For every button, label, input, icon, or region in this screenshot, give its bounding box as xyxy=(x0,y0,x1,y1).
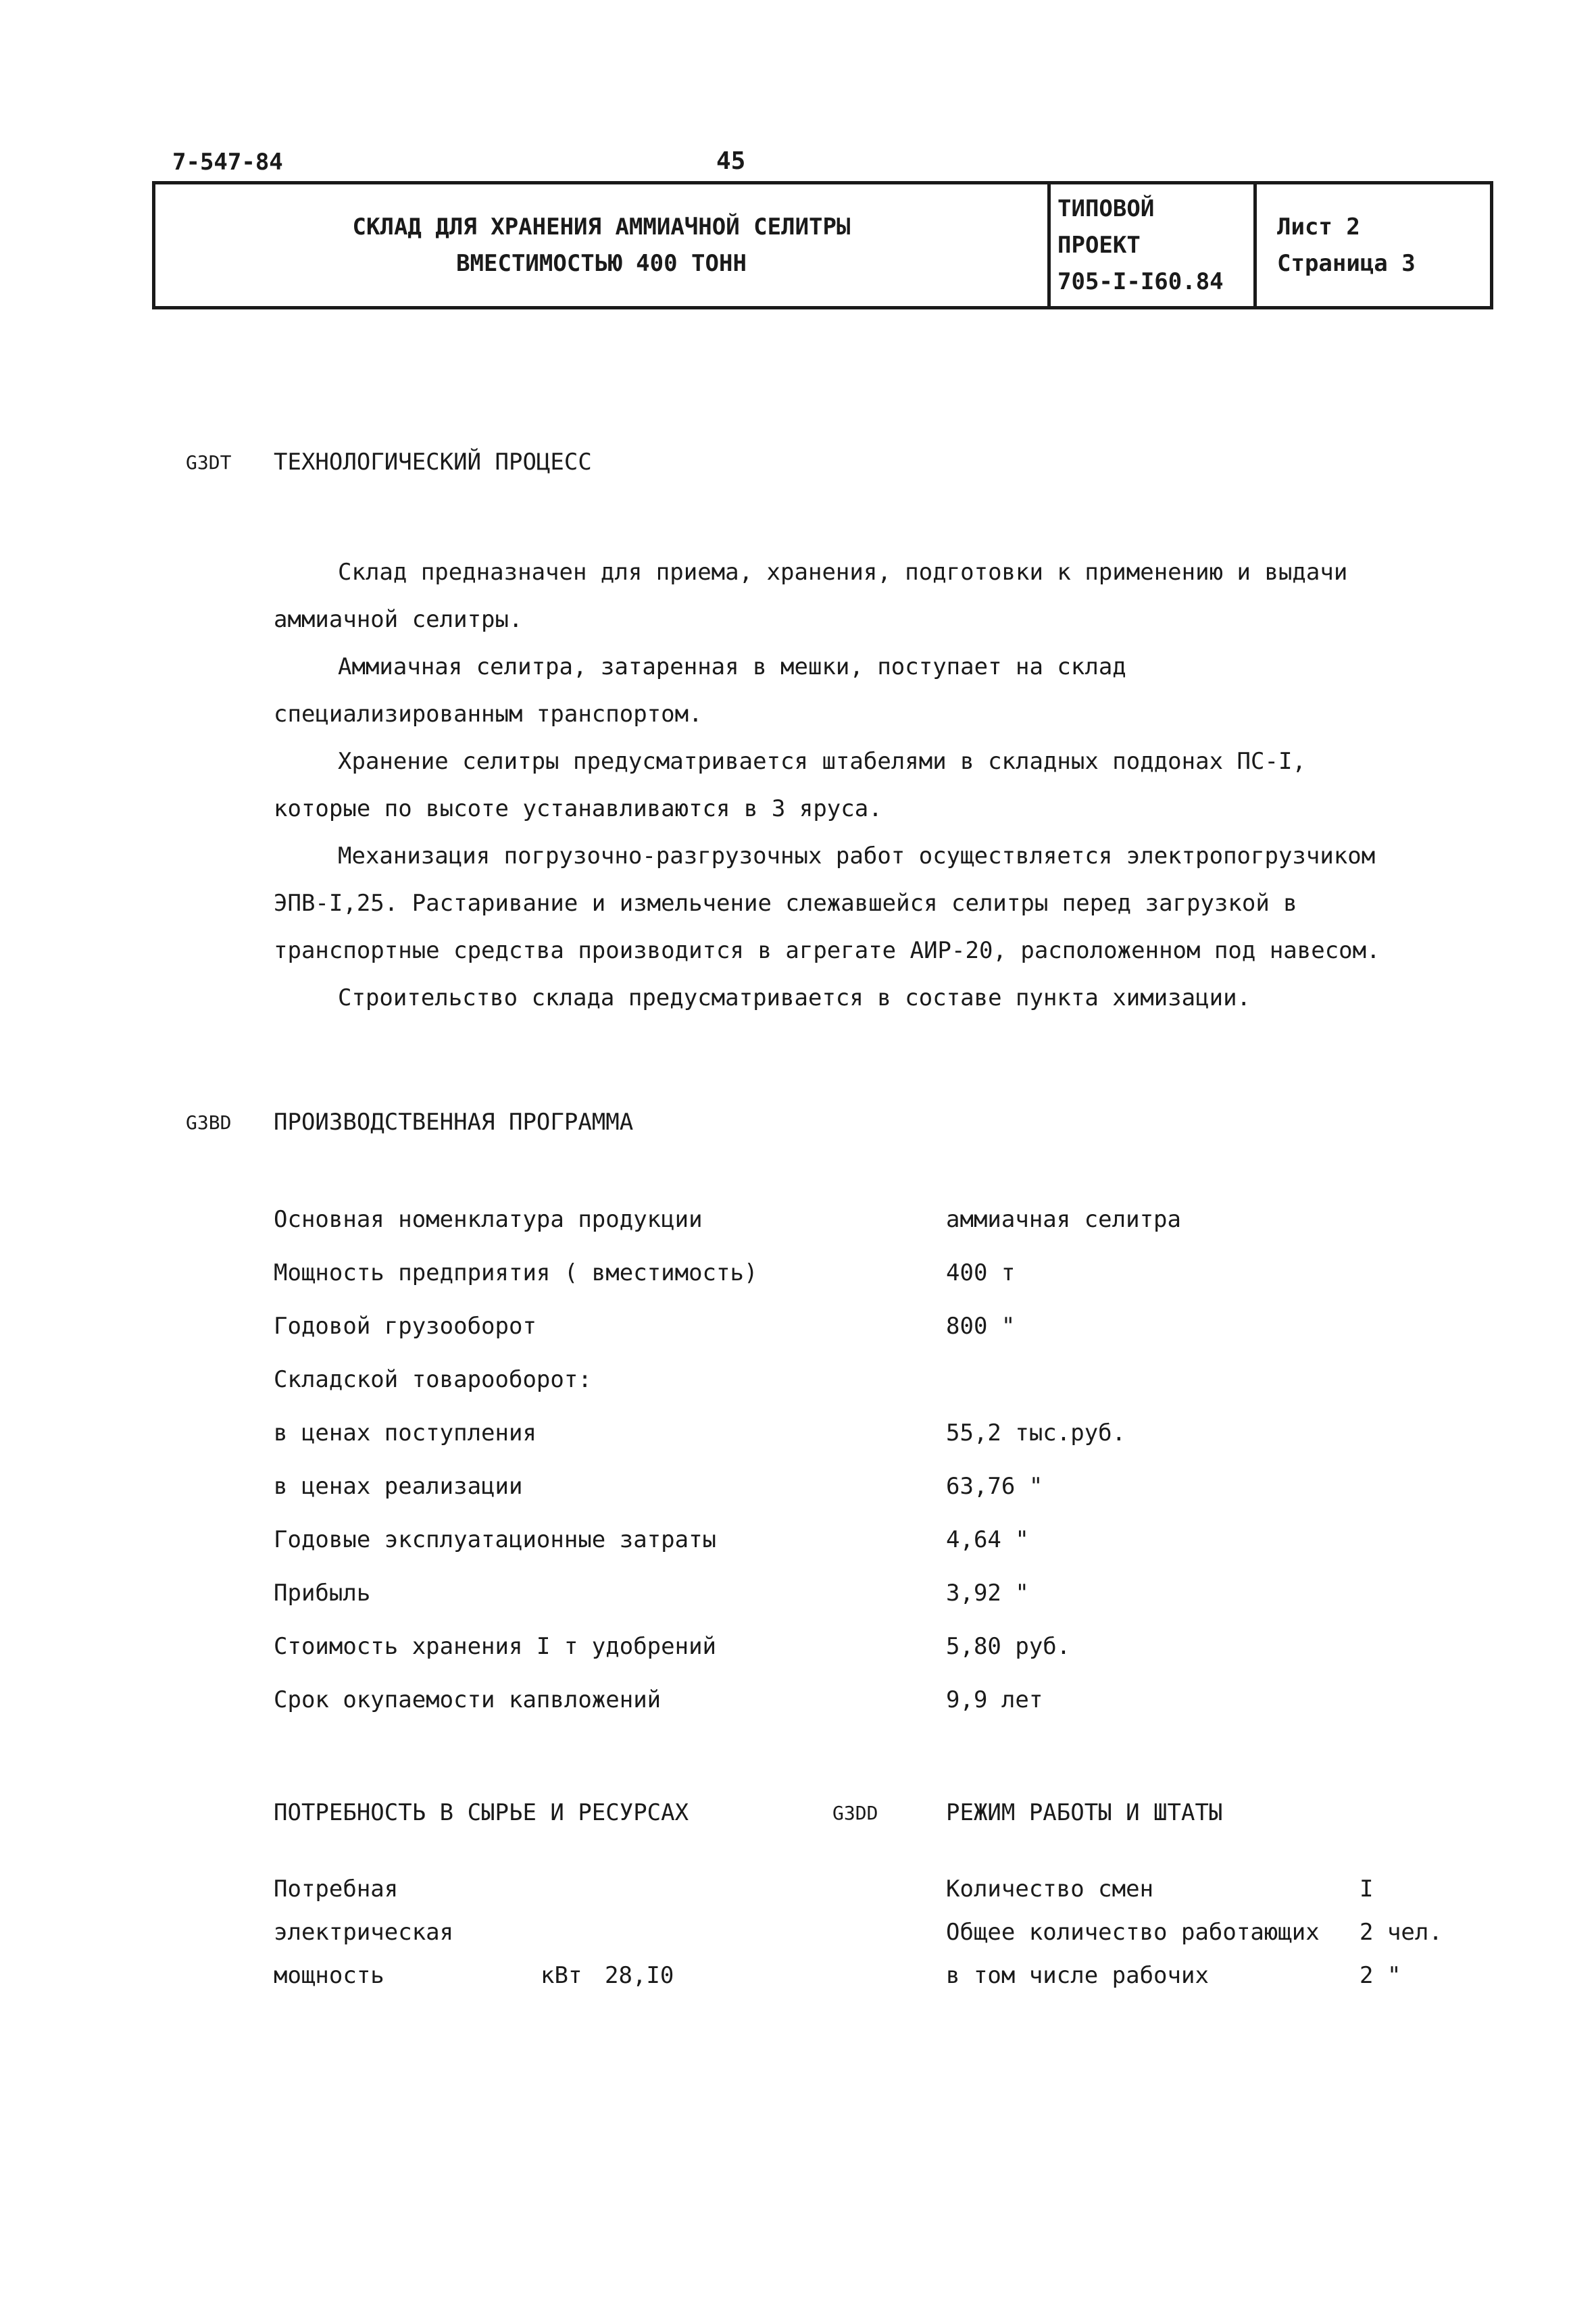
resource-line: электрическая xyxy=(274,1919,454,1946)
row-label: Прибыль xyxy=(274,1580,371,1607)
row-label: Мощность предприятия ( вместимость) xyxy=(274,1259,758,1286)
paragraph-text: Механизация погрузочно-разгрузочных работ осуществляется электропогрузчиком ЭПВ-I,25. Растаривание и измельчение слежавшейся селитры перед загрузкой в транспортные средства производится в агрегате АИР-20, расположенном под навесом. xyxy=(274,842,1380,964)
page-number: 45 xyxy=(716,147,746,175)
section-code: G3BD xyxy=(186,1111,232,1134)
title-line-1: СКЛАД ДЛЯ ХРАНЕНИЯ АММИАЧНОЙ СЕЛИТРЫ xyxy=(352,213,851,241)
paragraph xyxy=(274,832,1389,974)
paragraph xyxy=(274,738,1389,832)
paragraph xyxy=(274,643,1389,738)
project-line-2: 705-I-I60.84 xyxy=(1057,268,1224,295)
section-title: РЕЖИМ РАБОТЫ И ШТАТЫ xyxy=(946,1799,1223,1826)
row-label: Годовые эксплуатационные затраты xyxy=(274,1526,717,1553)
staff-label: в том числе рабочих xyxy=(946,1962,1209,1989)
row-label: Срок окупаемости капвложений xyxy=(274,1686,662,1713)
paragraph-text: Хранение селитры предусматривается штабелями в складных поддонах ПС-I, которые по высоте устанавливаются в 3 яруса. xyxy=(274,748,1306,822)
document-code: 7-547-84 xyxy=(172,149,283,176)
row-value: 55,2 тыс.руб. xyxy=(946,1419,1126,1447)
paragraph xyxy=(274,549,1389,643)
row-label: Стоимость хранения I т удобрений xyxy=(274,1633,717,1660)
section-title: ТЕХНОЛОГИЧЕСКИЙ ПРОЦЕСС xyxy=(274,449,592,476)
row-value: 800 " xyxy=(946,1313,1016,1340)
section-code: G3DD xyxy=(832,1802,878,1824)
staff-value: 2 " xyxy=(1360,1962,1401,1989)
project-id xyxy=(1057,184,1247,306)
paragraph-text: Аммиачная селитра, затаренная в мешки, поступает на склад специализированным транспортом. xyxy=(274,653,1126,728)
resource-label: мощность xyxy=(274,1962,384,1989)
paragraph-text: Склад предназначен для приема, хранения, подготовки к применению и выдачи аммиачной селитры. xyxy=(274,559,1348,633)
row-value: 400 т xyxy=(946,1259,1016,1286)
staff-label: Количество смен xyxy=(946,1876,1154,1903)
resource-unit: кВт xyxy=(541,1962,582,1989)
title-divider xyxy=(1047,184,1051,306)
row-value: 63,76 " xyxy=(946,1473,1043,1500)
sheet-line-1: Лист 2 xyxy=(1277,213,1360,241)
row-label: в ценах поступления xyxy=(274,1419,537,1447)
row-label: Основная номенклатура продукции xyxy=(274,1206,703,1233)
title-block xyxy=(152,181,1493,309)
paragraph xyxy=(274,974,1389,1022)
staff-value: 2 чел. xyxy=(1360,1919,1443,1946)
section-code: G3DT xyxy=(186,451,232,474)
row-label: в ценах реализации xyxy=(274,1473,523,1500)
title-divider xyxy=(1253,184,1257,306)
row-value: аммиачная селитра xyxy=(946,1206,1181,1233)
sheet-line-2: Страница 3 xyxy=(1277,250,1416,277)
document-title xyxy=(155,184,1047,306)
paragraph-text: Строительство склада предусматривается в составе пункта химизации. xyxy=(338,984,1251,1011)
resource-line: Потребная xyxy=(274,1876,399,1903)
row-label: Годовой грузооборот xyxy=(274,1313,537,1340)
section-title: ПОТРЕБНОСТЬ В СЫРЬЕ И РЕСУРСАХ xyxy=(274,1799,689,1826)
row-value: 3,92 " xyxy=(946,1580,1029,1607)
title-line-2: ВМЕСТИМОСТЬЮ 400 ТОНН xyxy=(456,250,747,277)
project-line-1: ТИПОВОЙ ПРОЕКТ xyxy=(1057,195,1155,259)
staff-value: I xyxy=(1360,1876,1374,1903)
section-title: ПРОИЗВОДСТВЕННАЯ ПРОГРАММА xyxy=(274,1109,634,1136)
sheet-info xyxy=(1277,184,1480,306)
row-label: Складской товарооборот: xyxy=(274,1366,592,1393)
resource-value: 28,I0 xyxy=(605,1962,674,1989)
row-value: 5,80 руб. xyxy=(946,1633,1071,1660)
staff-label: Общее количество работающих xyxy=(946,1919,1320,1946)
row-value: 4,64 " xyxy=(946,1526,1029,1553)
row-value: 9,9 лет xyxy=(946,1686,1043,1713)
